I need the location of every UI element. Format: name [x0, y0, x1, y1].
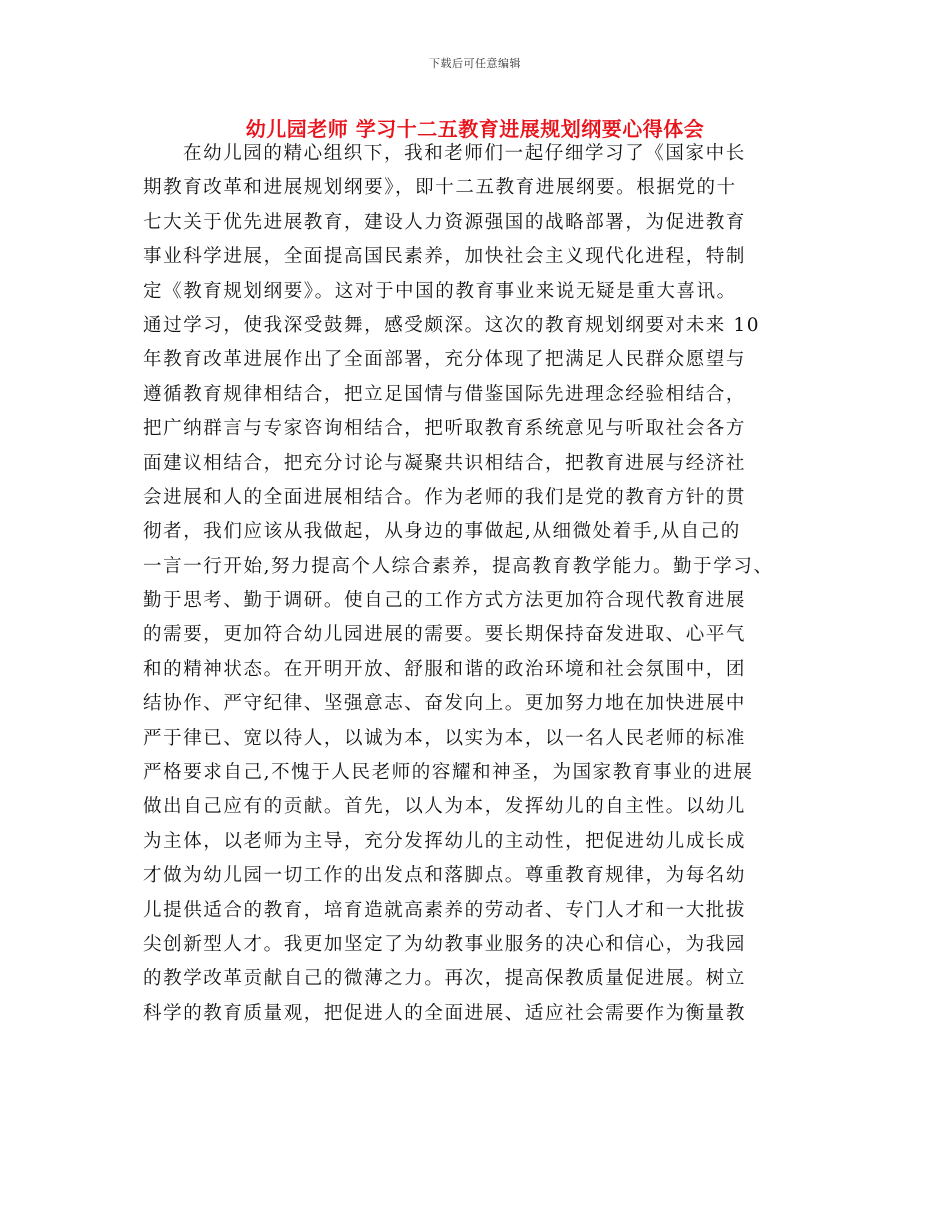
body-line: 年教育改革进展作出了全面部署，充分体现了把满足人民群众愿望与 — [143, 349, 747, 371]
body-line: 遵循教育规律相结合，把立足国情与借鉴国际先进理念经验相结合， — [143, 383, 747, 405]
document-body — [143, 137, 833, 1031]
body-line: 期教育改革和进展规划纲要》，即十二五教育进展纲要。根据党的十 — [143, 177, 737, 199]
body-line: 和的精神状态。在开明开放、舒服和谐的政治环境和社会氛围中，团 — [143, 658, 747, 680]
body-line: 儿提供适合的教育，培育造就高素养的劳动者、专门人才和一大批拔 — [143, 899, 747, 921]
body-line: 定《教育规划纲要》。这对于中国的教育事业来说无疑是重大喜讯。 — [143, 280, 737, 302]
body-line: 事业科学进展，全面提高国民素养，加快社会主义现代化进程，特制 — [143, 246, 747, 268]
body-line: 尖创新型人才。我更加坚定了为幼教事业服务的决心和信心，为我园 — [143, 933, 747, 955]
document-title: 幼儿园老师 学习十二五教育进展规划纲要心得体会 — [245, 117, 705, 141]
body-line: 七大关于优先进展教育，建设人力资源强国的战略部署，为促进教育 — [143, 211, 747, 233]
body-line: 在幼儿园的精心组织下，我和老师们一起仔细学习了《国家中长 — [183, 143, 746, 164]
header-note: 下载后可任意编辑 — [429, 57, 521, 70]
body-line: 为主体，以老师为主导，充分发挥幼儿的主动性，把促进幼儿成长成 — [143, 830, 747, 852]
body-line: 严于律已、宽以待人，以诚为本，以实为本，以一名人民老师的标准 — [143, 727, 747, 749]
body-line: 把广纳群言与专家咨询相结合，把听取教育系统意见与听取社会各方 — [143, 418, 747, 440]
body-line: 科学的教育质量观，把促进人的全面进展、适应社会需要作为衡量教 — [143, 1002, 747, 1024]
body-line: 的需要，更加符合幼儿园进展的需要。要长期保持奋发进取、心平气 — [143, 624, 747, 646]
body-line: 通过学习，使我深受鼓舞，感受颇深。这次的教育规划纲要对未来 10 — [143, 314, 761, 336]
body-line: 的教学改革贡献自己的微薄之力。再次，提高保教质量促进展。树立 — [143, 968, 747, 990]
body-line: 做出自己应有的贡献。首先，以人为本，发挥幼儿的自主性。以幼儿 — [143, 796, 747, 818]
body-line: 面建议相结合，把充分讨论与凝聚共识相结合，把教育进展与经济社 — [143, 452, 747, 474]
body-line: 一言一行开始,努力提高个人综合素养，提高教育教学能力。勤于学习、 — [143, 555, 774, 577]
body-line: 结协作、严守纪律、坚强意志、奋发向上。更加努力地在加快进展中 — [143, 693, 747, 715]
body-line: 勤于思考、勤于调研。使自己的工作方式方法更加符合现代教育进展 — [143, 590, 747, 612]
body-line: 才做为幼儿园一切工作的出发点和落脚点。尊重教育规律，为每名幼 — [143, 865, 747, 887]
body-line: 彻者，我们应该从我做起，从身边的事做起,从细微处着手,从自己的 — [143, 521, 741, 543]
body-line: 会进展和人的全面进展相结合。作为老师的我们是党的教育方针的贯 — [143, 486, 747, 508]
body-line: 严格要求自己,不愧于人民老师的容耀和神圣，为国家教育事业的进展 — [143, 762, 754, 784]
